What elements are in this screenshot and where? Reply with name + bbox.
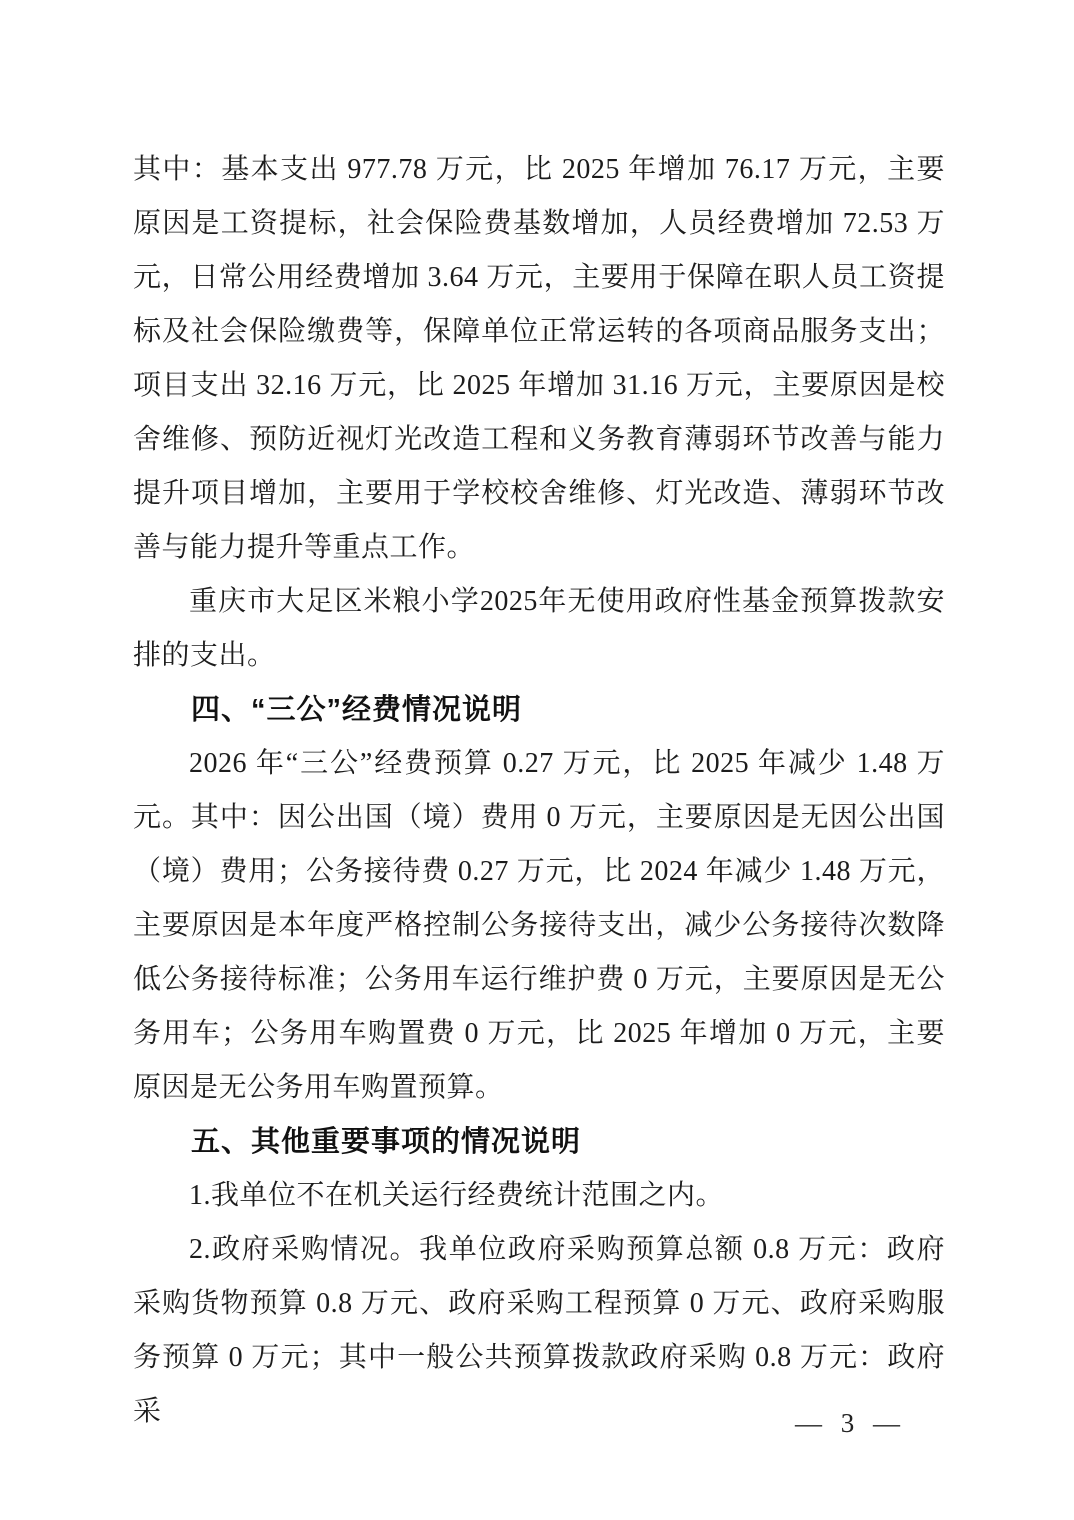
paragraph-item-1-operating-funds: 1.我单位不在机关运行经费统计范围之内。 [189, 1180, 725, 1211]
heading-section-5-other-important-items: 五、其他重要事项的情况说明 [191, 1126, 582, 1158]
paragraph-item-2-procurement: 2.政府采购情况。我单位政府采购预算总额 0.8 万元：政府采购货物预算 0.8 万元、政府采购工程预算 0 万元、政府采购服务预算 0 万元；其中一般公共预算拨款政府采购 0.8 万元：政府采 [133, 1234, 945, 1427]
paragraph-three-public-funds: 2026 年“三公”经费预算 0.27 万元，比 2025 年减少 1.48 万元。其中：因公出国（境）费用 0 万元，主要原因是无因公出国（境）费用；公务接待费 0.27 万元，比 2024 年减少 1.48 万元，主要原因是本年度严格控制公务接待支出，减少公务接待次数降低公务接待标准；公务用车运行维护费 0 万元，主要原因是无公务用车；公务用车购置费 0 万元，比 2025 年增加 0 万元，主要原因是无公务用车购置预算。 [133, 748, 945, 1103]
document-body [133, 143, 945, 1439]
heading-section-4-three-public-funds: 四、“三公”经费情况说明 [191, 694, 523, 726]
page-number: — 3 — [795, 1408, 906, 1438]
paragraph-basic-expenditure: 其中：基本支出 977.78 万元，比 2025 年增加 76.17 万元，主要原因是工资提标，社会保险费基数增加，人员经费增加 72.53 万元，日常公用经费增加 3.64 万元，主要用于保障在职人员工资提标及社会保险缴费等，保障单位正常运转的各项商品服务支出；项目支出 32.16 万元，比 2025 年增加 31.16 万元，主要原因是校舍维修、预防近视灯光改造工程和义务教育薄弱环节改善与能力提升项目增加，主要用于学校校舍维修、灯光改造、薄弱环节改善与能力提升等重点工作。 [133, 154, 945, 563]
paragraph-government-fund: 重庆市大足区米粮小学2025年无使用政府性基金预算拨款安排的支出。 [133, 586, 945, 671]
